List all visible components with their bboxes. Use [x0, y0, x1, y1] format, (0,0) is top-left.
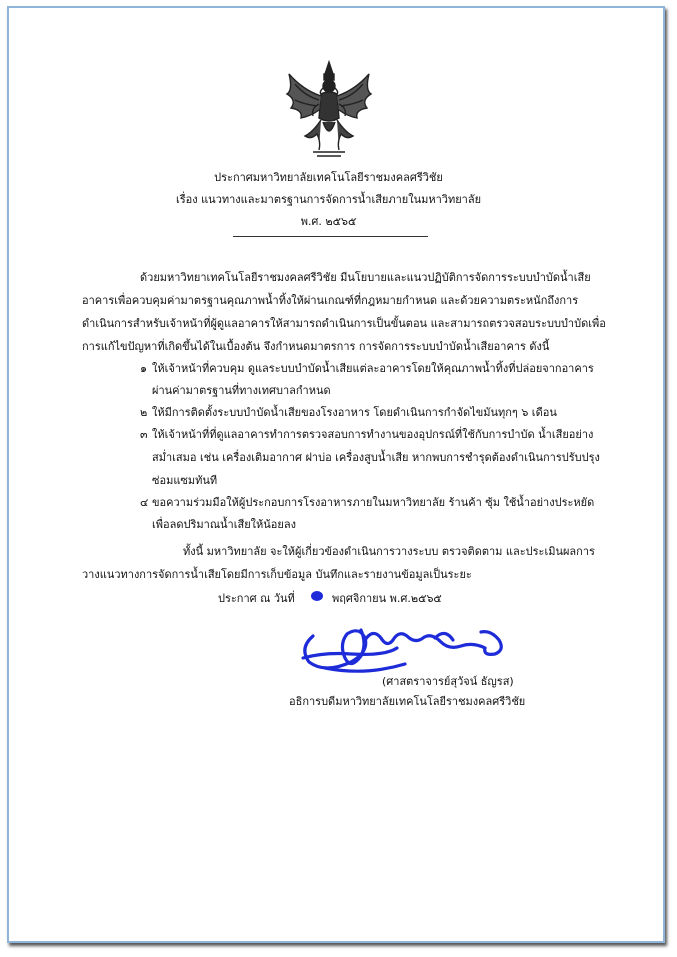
item-4-line-1: ขอความร่วมมือให้ผู้ประกอบการโรงอาหารภายในมหาวิทยาลัย ร้านค้า ซุ้ม ใช้น้ำอย่างประหยัด: [152, 496, 595, 509]
date-ink-mark: [311, 591, 323, 601]
item-3-number: ๓: [140, 428, 148, 441]
intro-line-2: อาคารเพื่อควบคุมค่ามาตรฐานคุณภาพน้ำทิ้งให้ผ่านเกณฑ์ที่กฎหมายกำหนด และด้วยความตระหนักถึงการ: [82, 294, 579, 307]
item-4-number: ๔: [140, 496, 149, 509]
signer-position: อธิการบดีมหาวิทยาลัยเทคโนโลยีราชมงคลศรีวิชัย: [289, 695, 526, 708]
intro-line-4: การแก้ไขปัญหาที่เกิดขึ้นได้ในเบื้องต้น จึงกำหนดมาตรการ การจัดการระบบบำบัดน้ำเสียอาคาร ดังนี้: [82, 340, 550, 353]
announce-suffix: พฤศจิกายน พ.ศ.๒๕๖๕: [332, 592, 442, 605]
announcement-org-line: ประกาศมหาวิทยาลัยเทคโนโลยีราชมงคลศรีวิชัย: [214, 171, 443, 184]
announcement-subject-line: เรื่อง แนวทางและมาตรฐานการจัดการน้ำเสียภายในมหาวิทยาลัย: [175, 193, 482, 206]
garuda-emblem-icon: [283, 60, 375, 158]
signature: [295, 618, 525, 678]
item-3-line-2: สม่ำเสมอ เช่น เครื่องเติมอากาศ ฝาบ่อ เครื่องสูบน้ำเสีย หากพบการชำรุดต้องดำเนินการปรับปรุง: [152, 451, 600, 464]
signer-name: (ศาสตราจารย์สุวัจน์ ธัญรส): [382, 675, 514, 688]
announcement-year-line: พ.ศ. ๒๕๖๕: [300, 215, 357, 228]
item-2-number: ๒: [140, 406, 148, 419]
intro-line-1: ด้วยมหาวิทยาเทคโนโลยีราชมงคลศรีวิชัย มีนโยบายและแนวปฏิบัติการจัดการระบบบำบัดน้ำเสีย: [140, 271, 591, 284]
item-3-line-1: ให้เจ้าหน้าที่ที่ดูแลอาคารทำการตรวจสอบการทำงานของอุปกรณ์ที่ใช้กับการบำบัด น้ำเสียอย่าง: [152, 428, 594, 441]
item-3-line-3: ซ่อมแซมทันที: [152, 474, 218, 487]
closing-line-1: ทั้งนี้ มหาวิทยาลัย จะให้ผู้เกี่ยวข้องดำเนินการวางระบบ ตรวจติดตาม และประเมินผลการ: [183, 545, 595, 558]
item-1-line-2: ผ่านค่ามาตรฐานที่ทางเทศบาลกำหนด: [152, 384, 331, 397]
closing-line-2: วางแนวทางการจัดการน้ำเสียโดยมีการเก็บข้อมูล บันทึกและรายงานข้อมูลเป็นระยะ: [82, 568, 472, 581]
item-4-line-2: เพื่อลดปริมาณน้ำเสียให้น้อยลง: [152, 518, 296, 531]
announce-prefix: ประกาศ ณ วันที่: [218, 592, 295, 605]
header-divider: [233, 236, 428, 237]
item-1-line-1: ให้เจ้าหน้าที่ควบคุม ดูแลระบบบำบัดน้ำเสียแต่ละอาคารโดยให้คุณภาพน้ำทิ้งที่ปล่อยจากอาคาร: [152, 362, 594, 375]
item-1-number: ๑: [140, 362, 147, 375]
item-2-line-1: ให้มีการติดตั้งระบบบำบัดน้ำเสียของโรงอาหาร โดยดำเนินการกำจัดไขมันทุกๆ ๖ เดือน: [152, 406, 557, 419]
intro-line-3: ดำเนินการสำหรับเจ้าหน้าที่ผู้ดูแลอาคารให้สามารถดำเนินการเป็นขั้นตอน และสามารถตรวจสอบระบบบำบัดเพื่อ: [82, 317, 606, 330]
